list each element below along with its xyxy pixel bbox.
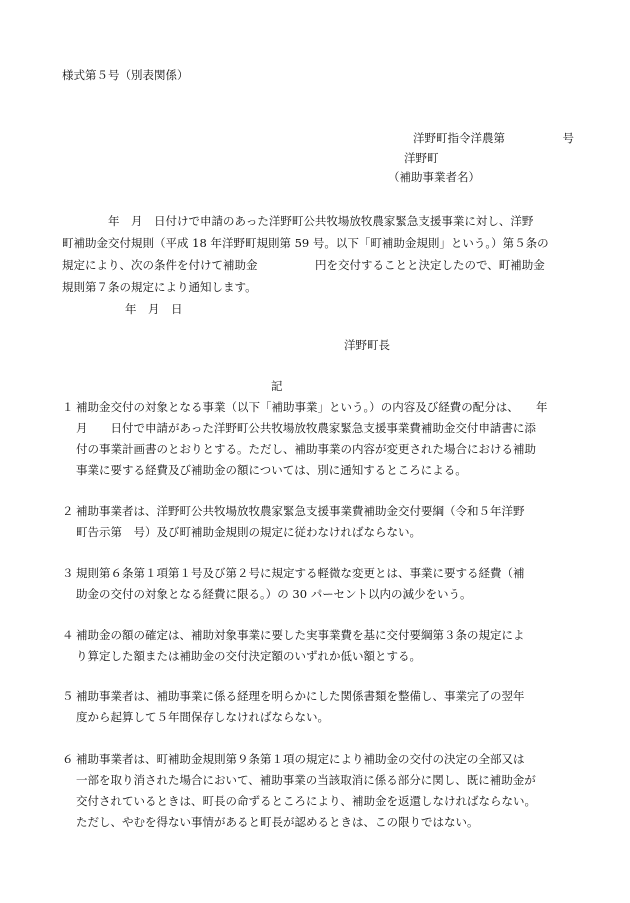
body-line-1: 年 月 日付けで申請のあった洋野町公共牧場放牧農家緊急支援事業に対し、洋野 <box>62 214 534 228</box>
condition-line: 補助事業者は、補助事業に係る経理を明らかにした関係書類を整備し、事業完了の翌年 <box>76 689 525 703</box>
signatory: 洋野町長 <box>344 338 390 352</box>
body-line-4: 規則第７条の規定により通知します。 <box>62 280 257 294</box>
condition-line: ただし、やむを得ない事情があると町長が認めるときは、この限りではない。 <box>76 815 479 829</box>
body-line-3: 規定により、次の条件を付けて補助金 円を交付することと決定したので、町補助金 <box>62 258 545 272</box>
document-number: 洋野町指令洋農第 号 <box>413 131 574 145</box>
condition-line: 月 日付で申請があった洋野町公共牧場放牧農家緊急支援事業費補助金交付申請書に添 <box>76 421 536 435</box>
body-line-2: 町補助金交付規則（平成 18 年洋野町規則第 59 号。以下「町補助金規則」という。）第５条の <box>62 236 549 250</box>
condition-line: 町告示第 号）及び町補助金規則の規定に従わなければならない。 <box>76 525 421 539</box>
condition-line: 度から起算して５年間保存しなければならない。 <box>76 710 329 724</box>
condition-line: 事業に要する経費及び補助金の額については、別に通知するところによる。 <box>76 463 467 477</box>
ki-heading: 記 <box>271 379 283 393</box>
condition-number: ６ <box>62 752 74 766</box>
condition-line: 助金の交付の対象となる経費に限る。）の 30 パーセント以内の減少をいう。 <box>76 587 472 601</box>
condition-line: 付の事業計画書のとおりとする。ただし、補助事業の内容が変更された場合における補助 <box>76 442 536 456</box>
condition-number: ５ <box>62 689 74 703</box>
condition-line: 規則第６条第１項第１号及び第２号に規定する軽微な変更とは、事業に要する経費（補 <box>76 566 525 580</box>
condition-number: ２ <box>62 504 74 518</box>
notice-date: 年 月 日 <box>125 302 183 316</box>
form-number: 様式第５号（別表関係） <box>62 68 189 82</box>
condition-number: ３ <box>62 566 74 580</box>
condition-line: り算定した額または補助金の交付決定額のいずれか低い額とする。 <box>76 649 421 663</box>
issuer-name: 洋野町 <box>404 151 439 165</box>
condition-line: 補助事業者は、洋野町公共牧場放牧農家緊急支援事業費補助金交付要綱（令和５年洋野 <box>76 504 525 518</box>
condition-number: ４ <box>62 628 74 642</box>
condition-number: １ <box>62 400 74 414</box>
condition-line: 補助事業者は、町補助金規則第９条第１項の規定により補助金の交付の決定の全部又は <box>76 752 525 766</box>
condition-line: 補助金交付の対象となる事業（以下「補助事業」という。）の内容及び経費の配分は、 年 <box>76 400 548 414</box>
condition-line: 補助金の額の確定は、補助対象事業に要した実事業費を基に交付要綱第３条の規定によ <box>76 628 525 642</box>
condition-line: 交付されているときは、町長の命ずるところにより、補助金を返還しなければならない。 <box>76 794 536 808</box>
condition-line: 一部を取り消された場合において、補助事業の当該取消に係る部分に関し、既に補助金が <box>76 773 536 787</box>
recipient-name: （補助事業者名） <box>388 170 480 184</box>
